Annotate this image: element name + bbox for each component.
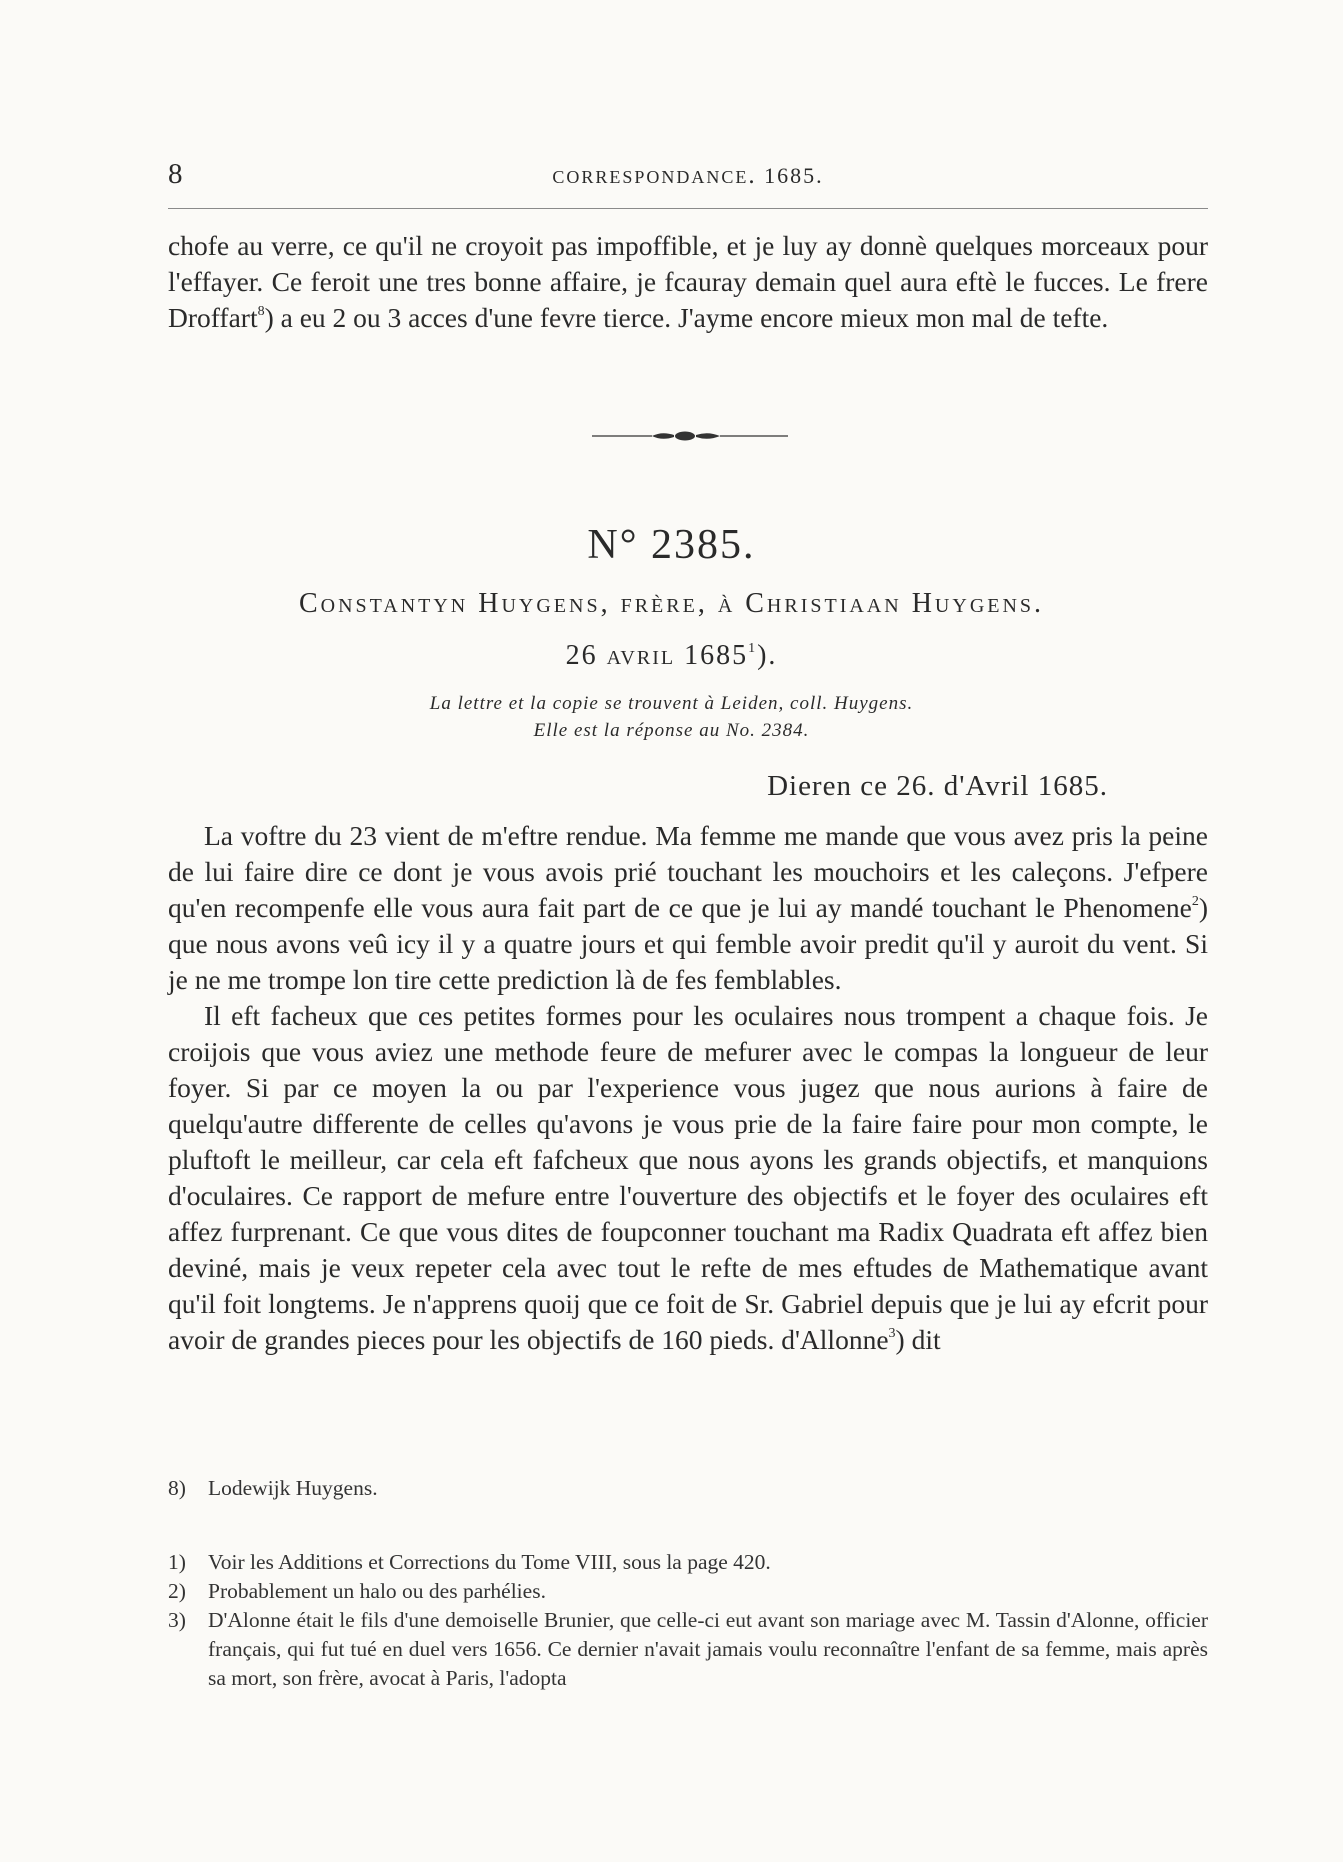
footnote: [168, 1548, 1208, 1577]
source-line: Elle est la réponse au No. 2384.: [533, 720, 810, 741]
footnote-marker: 8): [168, 1476, 186, 1500]
footnote-ref: 3: [888, 1326, 896, 1341]
page-number: 8: [168, 158, 183, 190]
letter-paragraph: La voftre du 23 vient de m'eftre rendue. Ma femme me mande que vous avez pris la peine de lui faire dire ce dont je vous avois prié touchant les mouchoirs et les caleçons. J'efpere qu'en recompenfe elle vous aura fait part de ce que je lui ay mandé touchant le Phenomene$^2$) que nous avons veû icy il y a quatre jours et qui femble avoir predit qu'il y auroit du vent. Si je ne me trompe lon tire cette prediction là de fes femblables.: [168, 820, 1208, 995]
running-year: 1685.: [764, 163, 824, 188]
continuation-paragraph: chofe au verre, ce qu'il ne croyoit pas impoffible, et je luy ay donnè quelques morceaux pour l'effayer. Ce feroit une tres bonne affaire, je fcauray demain quel aura eftè le fucces. Le frere Droffart$^8$) a eu 2 ou 3 acces d'une fevre tierce. J'ayme encore mieux mon mal de tefte.: [168, 230, 1209, 333]
footnote-marker: 1): [168, 1550, 186, 1574]
footnote-ref: 8: [257, 304, 265, 319]
footnote-ref: 2: [1191, 894, 1199, 909]
running-title: correspondance.: [552, 162, 757, 189]
running-head: [168, 162, 1208, 190]
footnote-text: D'Alonne était le fils d'une demoiselle Brunier, que celle-ci eut avant son mariage avec M. Tassin d'Alonne, officier français, qui fut tué en duel vers 1656. Ce dernier n'avait jamais voulu reconnaître l'enfant de sa femme, mais après sa mort, son frère, avocat à Paris, l'adopta: [208, 1608, 1208, 1690]
page-header: [168, 158, 1208, 198]
letter-number: N° 2385.: [587, 522, 756, 568]
footnotes-previous: [168, 1474, 1208, 1503]
place-date-line: Dieren ce 26. d'Avril 1685.: [767, 770, 1108, 802]
footnote: [168, 1606, 1208, 1693]
letter-body: [168, 818, 1208, 1358]
footnote-ref: 1: [748, 641, 758, 656]
section-ornament: [592, 426, 788, 446]
footnote: [168, 1474, 1208, 1503]
footnotes-letter: [168, 1548, 1208, 1693]
footnote-marker: 2): [168, 1579, 186, 1603]
footnote: [168, 1577, 1208, 1606]
header-rule: [168, 208, 1208, 209]
footnote-text: Probablement un halo ou des parhélies.: [208, 1579, 546, 1603]
footnote-text: Voir les Additions et Corrections du Tome VIII, sous la page 420.: [208, 1550, 771, 1574]
source-line: La lettre et la copie se trouvent à Leiden, coll. Huygens.: [429, 693, 914, 714]
source-note: [0, 690, 1343, 744]
previous-letter-continuation: [168, 228, 1208, 336]
letter-paragraph: Il eft facheux que ces petites formes pour les oculaires nous trompent a chaque fois. Je croijois que vous aviez une methode feure de mefurer avec le compas la longueur de leur foyer. Si par ce moyen la ou par l'experience vous jugez que nous aurions à faire de quelqu'autre differente de celles qu'avons je vous prie de la faire faire pour mon compte, le pluftoft le meilleur, car cela eft fafcheux que nous ayons les grands objectifs, et manquions d'oculaires. Ce rapport de mefure entre l'ouverture des objectifs et le foyer des oculaires eft affez furprenant. Ce que vous dites de foupconner touchant ma Radix Quadrata eft affez bien deviné, mais je veux repeter cela avec tout le refte de mes eftudes de Mathematique avant qu'il foit longtems. Je n'apprens quoij que ce foit de Sr. Gabriel depuis que je lui ay efcrit pour avoir de grandes pieces pour les objectifs de 160 pieds. d'Allonne$^3$) dit: [168, 1000, 1208, 1355]
letter-title: Constantyn Huygens, frère, à Christiaan Huygens.: [298, 588, 1045, 619]
letter-date: 26 avril 1685$^1$).: [565, 640, 778, 671]
footnote-marker: 3): [168, 1608, 186, 1632]
footnote-text: Lodewijk Huygens.: [208, 1476, 378, 1500]
